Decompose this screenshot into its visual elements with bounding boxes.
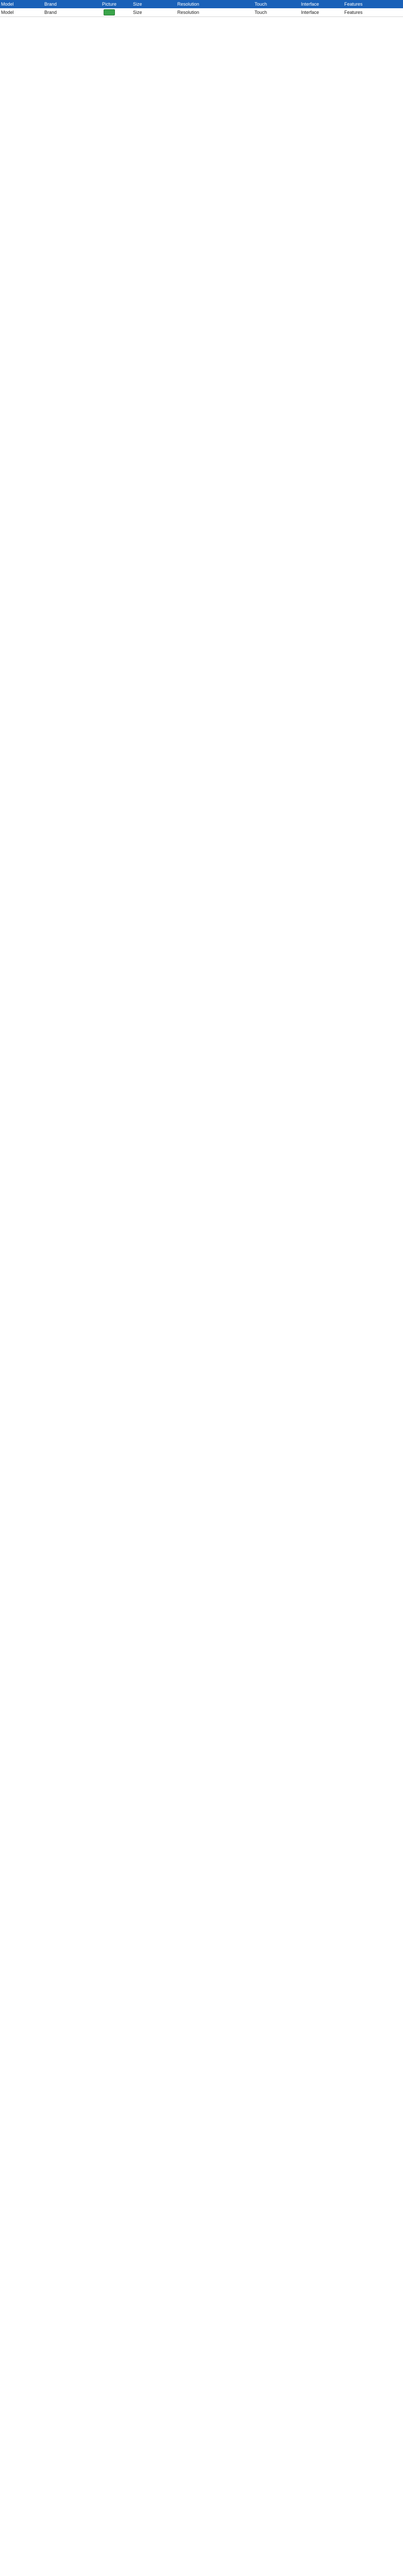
- cell-picture: [87, 9, 132, 15]
- col-interface-header: Interface: [301, 2, 320, 7]
- col-resolution-header: Resolution: [177, 2, 199, 7]
- col-touch-header: Touch: [255, 2, 267, 7]
- cell-model: Model: [1, 10, 14, 15]
- col-model-header: Model: [1, 2, 14, 7]
- col-size-header: Size: [133, 2, 142, 7]
- cell-features: Features: [344, 10, 363, 15]
- table-header: [0, 0, 403, 9]
- cell-interface: Interface: [301, 10, 320, 15]
- cell-touch: Touch: [255, 10, 267, 15]
- cell-brand: Brand: [44, 10, 57, 15]
- col-features-header: Features: [344, 2, 363, 7]
- col-brand-header: Brand: [44, 2, 57, 7]
- cell-resolution: Resolution: [177, 10, 199, 15]
- product-thumbnail: [104, 9, 115, 15]
- table-body: [0, 8, 403, 17]
- cell-size: Size: [133, 10, 142, 15]
- table-row: [0, 8, 403, 17]
- col-picture-header: Picture: [102, 2, 116, 7]
